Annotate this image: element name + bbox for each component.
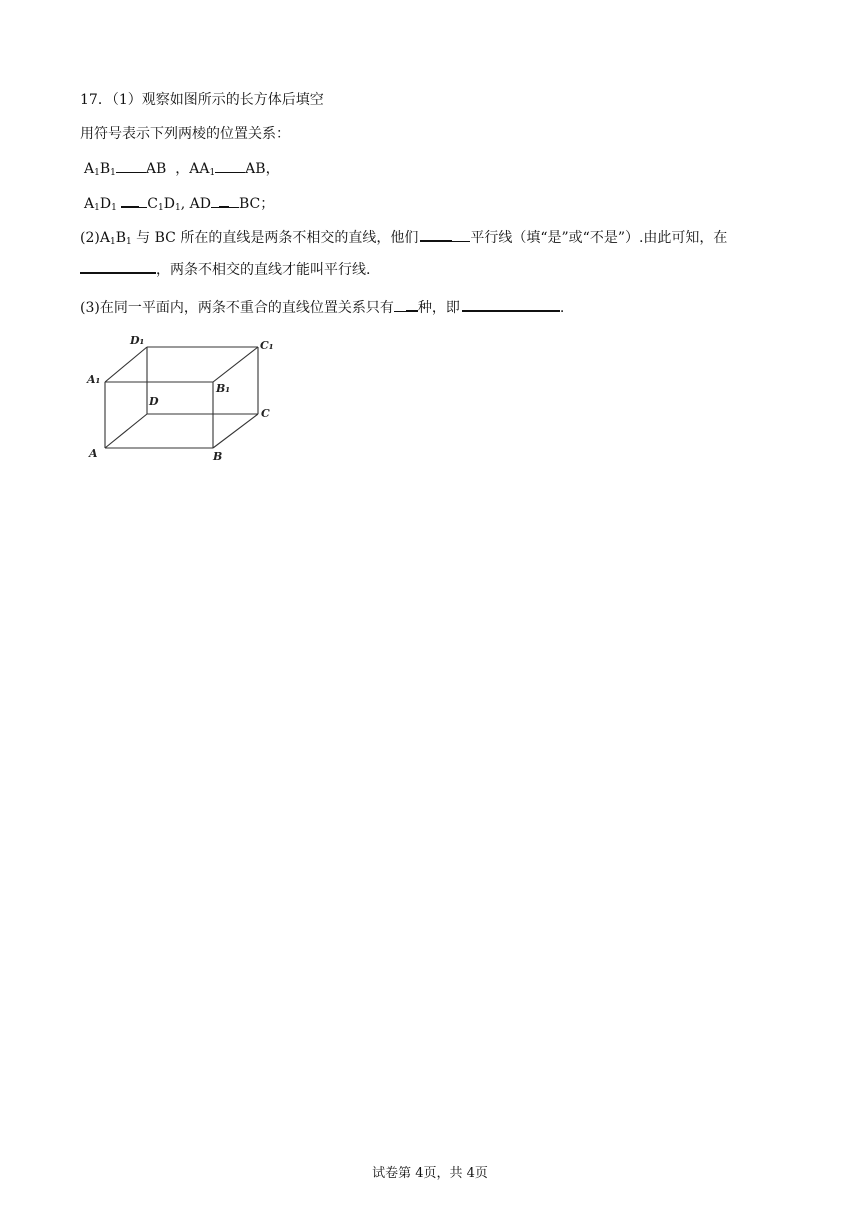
row1-c: AA bbox=[189, 161, 210, 177]
blank-7[interactable] bbox=[394, 297, 406, 312]
row1-b-sub: 1 bbox=[110, 168, 116, 178]
part2-text1: 与 BC 所在的直线是两条不相交的直线，他们 bbox=[136, 230, 419, 246]
instruction-text: 用符号表示下列两棱的位置关系： bbox=[80, 126, 290, 142]
part2-sub1: 1 bbox=[109, 237, 116, 247]
row2-b-sub: 1 bbox=[111, 203, 117, 213]
part3-text1: (3)在同一平面内，两条不重合的直线位置关系只有 bbox=[80, 300, 394, 316]
cuboid-figure bbox=[80, 330, 280, 470]
question-number: 17． bbox=[80, 92, 112, 108]
part2-text2: 平行线（填“是”或“不是”）.由此可知，在 bbox=[470, 230, 728, 246]
blank-7b[interactable] bbox=[406, 296, 418, 312]
label-a1: A₁ bbox=[87, 373, 101, 386]
label-c1: C₁ bbox=[260, 339, 274, 352]
row1-b: B bbox=[99, 161, 111, 177]
row1-rhs1: AB bbox=[145, 161, 167, 177]
row2-rhs: BC； bbox=[238, 196, 275, 212]
row1-a-sub: 1 bbox=[94, 168, 100, 178]
part2-sub2: 1 bbox=[125, 237, 132, 247]
row2-sep: , AD bbox=[180, 196, 211, 212]
row1-end: ， bbox=[265, 161, 280, 177]
question-title bbox=[80, 90, 324, 110]
part1-title: 观察如图所示的长方体后填空 bbox=[141, 92, 324, 108]
label-c: C bbox=[261, 407, 270, 420]
row1-rhs2: AB bbox=[245, 161, 266, 177]
row2-a-sub: 1 bbox=[94, 203, 100, 213]
blank-8[interactable] bbox=[462, 296, 560, 312]
row2-a: A bbox=[84, 196, 95, 212]
page-footer: 试卷第 4页，共 4页 bbox=[372, 1166, 488, 1181]
part3-line bbox=[80, 296, 564, 318]
blank-4c[interactable] bbox=[229, 193, 239, 208]
row2-d: D bbox=[163, 196, 175, 212]
blank-4[interactable] bbox=[211, 193, 219, 208]
relation-row-2 bbox=[84, 192, 274, 214]
row2-c: C bbox=[147, 196, 158, 212]
row2-b: D bbox=[99, 196, 112, 212]
label-b: B bbox=[213, 450, 223, 463]
label-d: D bbox=[149, 395, 159, 408]
blank-1[interactable] bbox=[116, 158, 146, 173]
part2-line-2 bbox=[80, 258, 370, 280]
blank-4b[interactable] bbox=[219, 192, 229, 208]
part3-text2: 种，即 bbox=[417, 300, 460, 316]
row1-sep: ， bbox=[175, 161, 190, 177]
part2-text3: ，两条不相交的直线才能叫平行线. bbox=[156, 262, 371, 278]
relation-row-1 bbox=[84, 158, 280, 179]
label-d1: D₁ bbox=[130, 334, 145, 347]
row2-c-sub: 1 bbox=[158, 203, 164, 213]
part2-line-1 bbox=[80, 226, 727, 248]
part2-mid: B bbox=[115, 230, 126, 246]
row2-d-sub: 1 bbox=[174, 203, 181, 213]
part3-end: . bbox=[559, 300, 565, 316]
label-a: A bbox=[89, 447, 98, 460]
blank-5[interactable] bbox=[420, 226, 452, 242]
blank-2[interactable] bbox=[215, 158, 245, 173]
part2-prefix: (2)A bbox=[80, 230, 110, 246]
blank-5b[interactable] bbox=[452, 227, 470, 242]
blank-3[interactable] bbox=[121, 192, 139, 208]
label-b1: B₁ bbox=[216, 382, 231, 395]
row1-a: A bbox=[84, 161, 95, 177]
part1-label: （1） bbox=[111, 92, 142, 108]
blank-6[interactable] bbox=[80, 258, 156, 274]
row1-c-sub: 1 bbox=[209, 168, 216, 178]
